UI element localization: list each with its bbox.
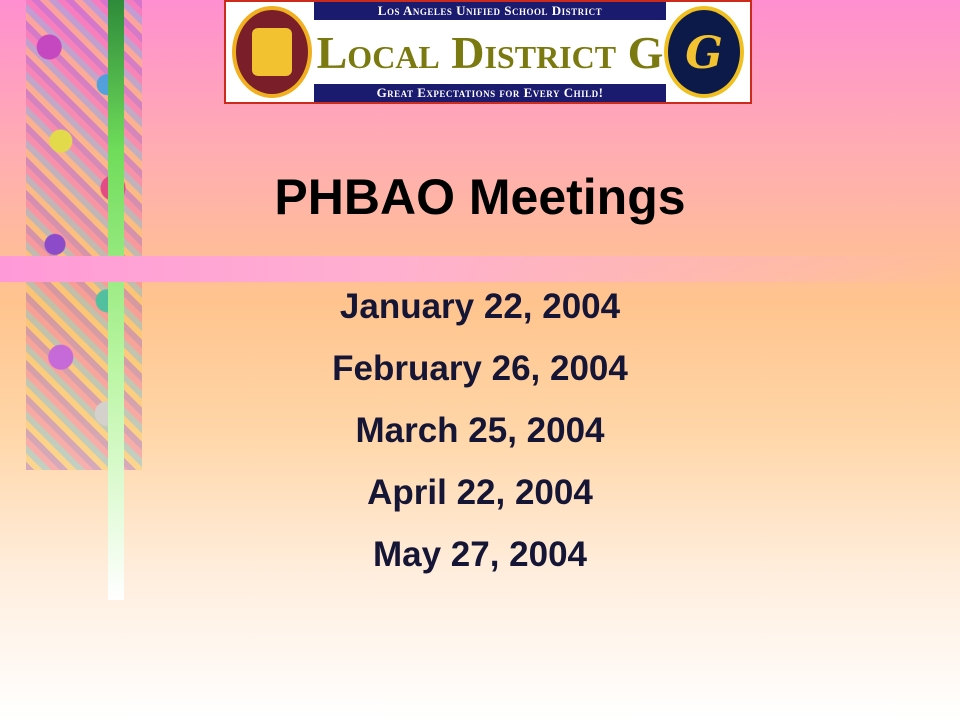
slide-title: PHBAO Meetings <box>274 169 686 225</box>
local-district-seal-icon <box>664 6 744 98</box>
meeting-date: February 26, 2004 <box>332 349 628 388</box>
district-logo-banner <box>224 0 752 104</box>
meeting-date: April 22, 2004 <box>367 473 593 512</box>
pink-accent-bar <box>0 256 960 282</box>
meeting-dates-list <box>0 282 960 592</box>
logo-bottom-band: Great Expectations for Every Child! <box>314 84 666 102</box>
meeting-date: January 22, 2004 <box>339 287 621 326</box>
seal-letter: G <box>685 28 723 79</box>
logo-top-band: Los Angeles Unified School District <box>314 2 666 20</box>
meeting-date: May 27, 2004 <box>372 535 588 574</box>
logo-title: Local District G <box>316 27 664 78</box>
school-district-seal-icon <box>232 6 312 98</box>
meeting-date: March 25, 2004 <box>355 411 605 450</box>
seal-emblem <box>252 28 292 76</box>
